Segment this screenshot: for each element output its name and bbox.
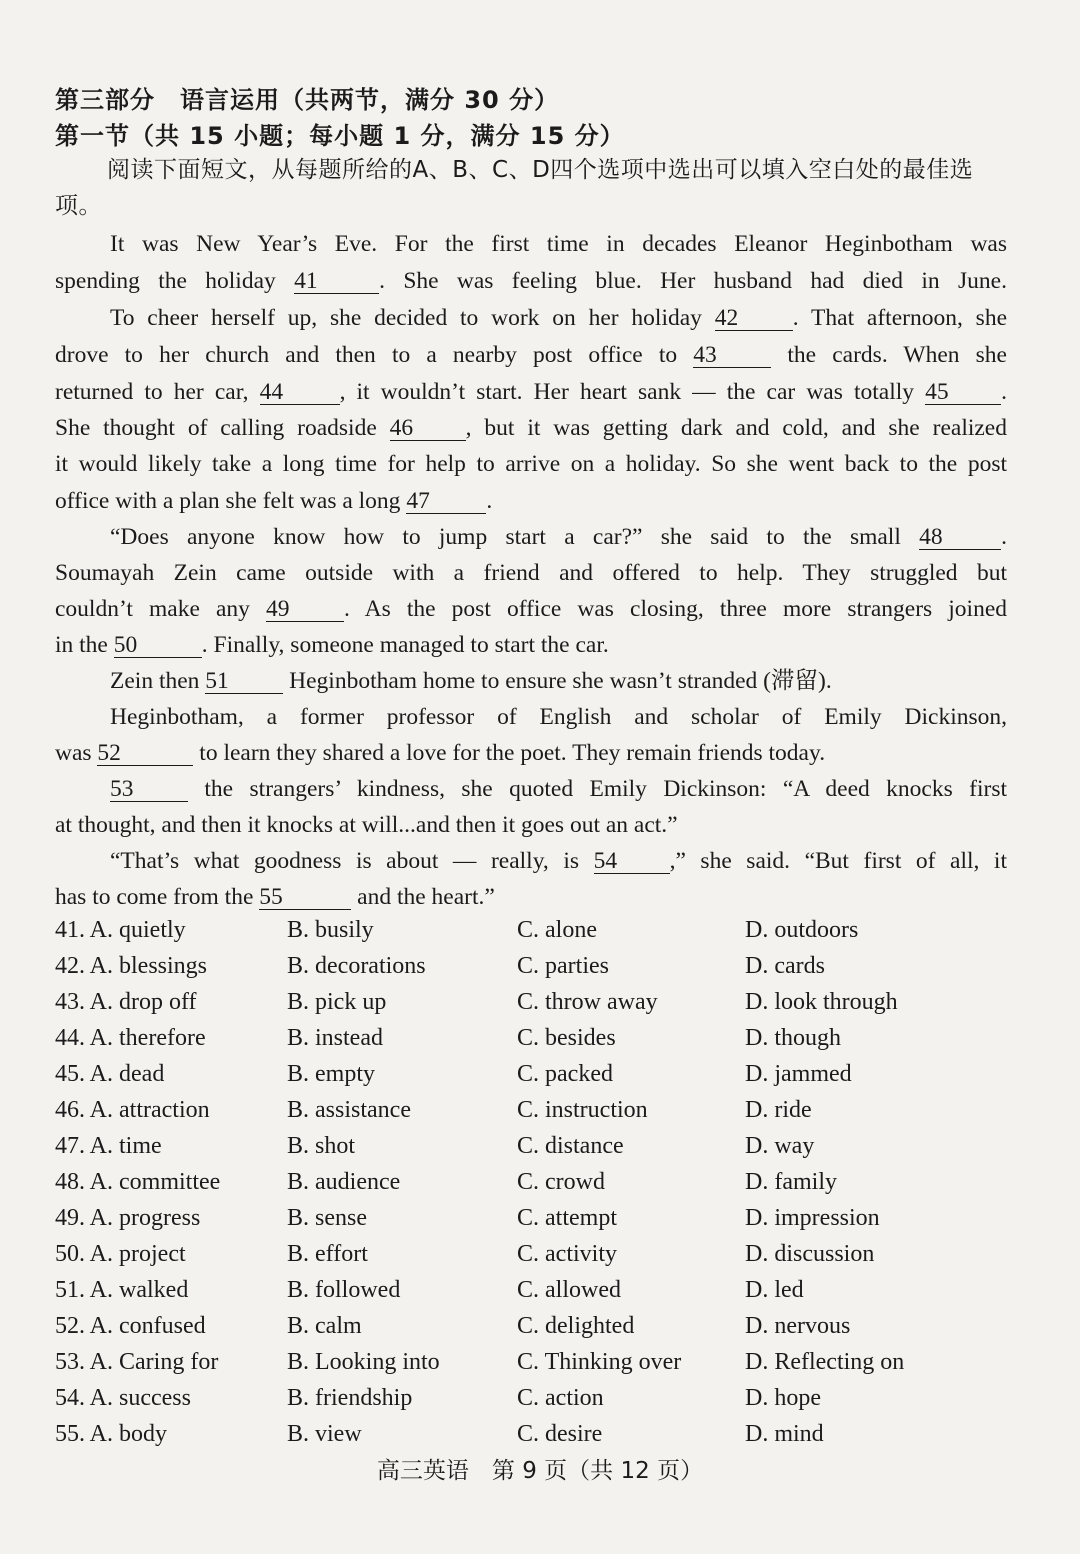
option-n-44: 44. A. therefore [55,1025,206,1051]
option-b-53: B. Looking into [287,1349,440,1375]
blank-52: 52 [97,741,193,766]
option-n-43: 43. A. drop off [55,989,197,1015]
blank-44: 44 [260,380,340,405]
option-b-41: B. busily [287,917,374,943]
option-c-49: C. attempt [517,1205,617,1231]
passage-line: couldn’t make any 49 . As the post office was closing, three more strangers joined [55,596,1007,622]
option-b-51: B. followed [287,1277,401,1303]
option-d-53: D. Reflecting on [745,1349,905,1375]
option-c-46: C. instruction [517,1097,648,1123]
passage-line: in the 50 . Finally, someone managed to start the car. [55,632,609,658]
option-n-55: 55. A. body [55,1421,168,1447]
blank-45: 45 [925,380,1001,405]
blank-49: 49 [266,597,344,622]
blank-53: 53 [110,777,188,802]
passage-line: Soumayah Zein came outside with a friend and offered to help. They struggled but [55,560,1007,586]
option-d-46: D. ride [745,1097,812,1123]
blank-43: 43 [693,343,771,368]
option-c-48: C. crowd [517,1169,605,1195]
passage-line: at thought, and then it knocks at will...and then it goes out an act.” [55,812,678,838]
option-d-52: D. nervous [745,1313,851,1339]
passage-line: returned to her car, 44 , it wouldn’t start. Her heart sank — the car was totally 45 . [55,379,1007,405]
option-d-49: D. impression [745,1205,880,1231]
option-b-46: B. assistance [287,1097,411,1123]
option-n-50: 50. A. project [55,1241,186,1267]
blank-55: 55 [259,885,351,910]
option-c-52: C. delighted [517,1313,635,1339]
page-footer: 高三英语 第 9 页（共 12 页） [376,1458,704,1484]
passage-line: it would likely take a long time for help to arrive on a holiday. So she went back to the post [55,451,1007,477]
option-b-54: B. friendship [287,1385,413,1411]
part-heading: 第三部分 语言运用（共两节，满分 30 分） [55,86,560,114]
option-d-45: D. jammed [745,1061,852,1087]
option-b-50: B. effort [287,1241,368,1267]
option-n-52: 52. A. confused [55,1313,206,1339]
instructions: 阅读下面短文，从每题所给的A、B、C、D四个选项中选出可以填入空白处的最佳选项。 [55,157,974,219]
option-b-42: B. decorations [287,953,426,979]
option-n-48: 48. A. committee [55,1169,221,1195]
option-c-42: C. parties [517,953,609,979]
option-d-50: D. discussion [745,1241,875,1267]
blank-46: 46 [390,416,466,441]
option-b-44: B. instead [287,1025,383,1051]
option-c-53: C. Thinking over [517,1349,682,1375]
option-c-51: C. allowed [517,1277,621,1303]
option-c-54: C. action [517,1385,604,1411]
option-d-48: D. family [745,1169,837,1195]
option-c-43: C. throw away [517,989,658,1015]
option-n-41: 41. A. quietly [55,917,186,943]
option-c-50: C. activity [517,1241,617,1267]
option-n-45: 45. A. dead [55,1061,165,1087]
option-d-54: D. hope [745,1385,821,1411]
option-d-43: D. look through [745,989,898,1015]
blank-51: 51 [205,669,283,694]
passage-line: She thought of calling roadside 46 , but it was getting dark and cold, and she realized [55,415,1007,441]
option-d-42: D. cards [745,953,825,979]
passage-line: has to come from the 55 and the heart.” [55,884,495,910]
option-b-49: B. sense [287,1205,367,1231]
option-c-45: C. packed [517,1061,613,1087]
passage-line: spending the holiday 41 . She was feeling blue. Her husband had died in June. [55,268,1007,294]
passage-line: drove to her church and then to a nearby post office to 43 the cards. When she [55,342,1007,368]
option-d-41: D. outdoors [745,917,859,943]
section-heading: 第一节（共 15 小题；每小题 1 分，满分 15 分） [55,122,625,150]
passage-line: To cheer herself up, she decided to work on her holiday 42 . That afternoon, she [110,305,1007,331]
option-b-52: B. calm [287,1313,362,1339]
option-d-51: D. led [745,1277,804,1303]
option-c-47: C. distance [517,1133,624,1159]
blank-54: 54 [594,849,670,874]
option-d-47: D. way [745,1133,815,1159]
option-b-45: B. empty [287,1061,375,1087]
passage-line: It was New Year’s Eve. For the first time in decades Eleanor Heginbotham was [110,231,1007,257]
passage-line: “That’s what goodness is about — really, is 54 ,” she said. “But first of all, it [110,848,1007,874]
passage-line: office with a plan she felt was a long 47 . [55,488,493,514]
option-n-51: 51. A. walked [55,1277,189,1303]
option-d-55: D. mind [745,1421,824,1447]
option-c-55: C. desire [517,1421,603,1447]
blank-48: 48 [919,525,1001,550]
option-n-47: 47. A. time [55,1133,162,1159]
blank-41: 41 [294,269,379,294]
blank-42: 42 [715,306,793,331]
option-n-53: 53. A. Caring for [55,1349,219,1375]
option-c-41: C. alone [517,917,597,943]
passage-line: Zein then 51 Heginbotham home to ensure she wasn’t stranded (滞留). [110,668,832,694]
passage-line: “Does anyone know how to jump start a car?” she said to the small 48 . [110,524,1007,550]
option-n-42: 42. A. blessings [55,953,208,979]
option-b-55: B. view [287,1421,362,1447]
blank-50: 50 [114,633,202,658]
passage-line: was 52 to learn they shared a love for the poet. They remain friends today. [55,740,826,766]
option-b-43: B. pick up [287,989,387,1015]
passage-line: Heginbotham, a former professor of English and scholar of Emily Dickinson, [110,704,1007,730]
option-n-49: 49. A. progress [55,1205,201,1231]
option-n-46: 46. A. attraction [55,1097,210,1123]
option-b-47: B. shot [287,1133,356,1159]
option-n-54: 54. A. success [55,1385,191,1411]
option-b-48: B. audience [287,1169,401,1195]
blank-47: 47 [406,489,486,514]
passage-line: 53 the strangers’ kindness, she quoted Emily Dickinson: “A deed knocks first [110,776,1007,802]
option-d-44: D. though [745,1025,841,1051]
option-c-44: C. besides [517,1025,616,1051]
